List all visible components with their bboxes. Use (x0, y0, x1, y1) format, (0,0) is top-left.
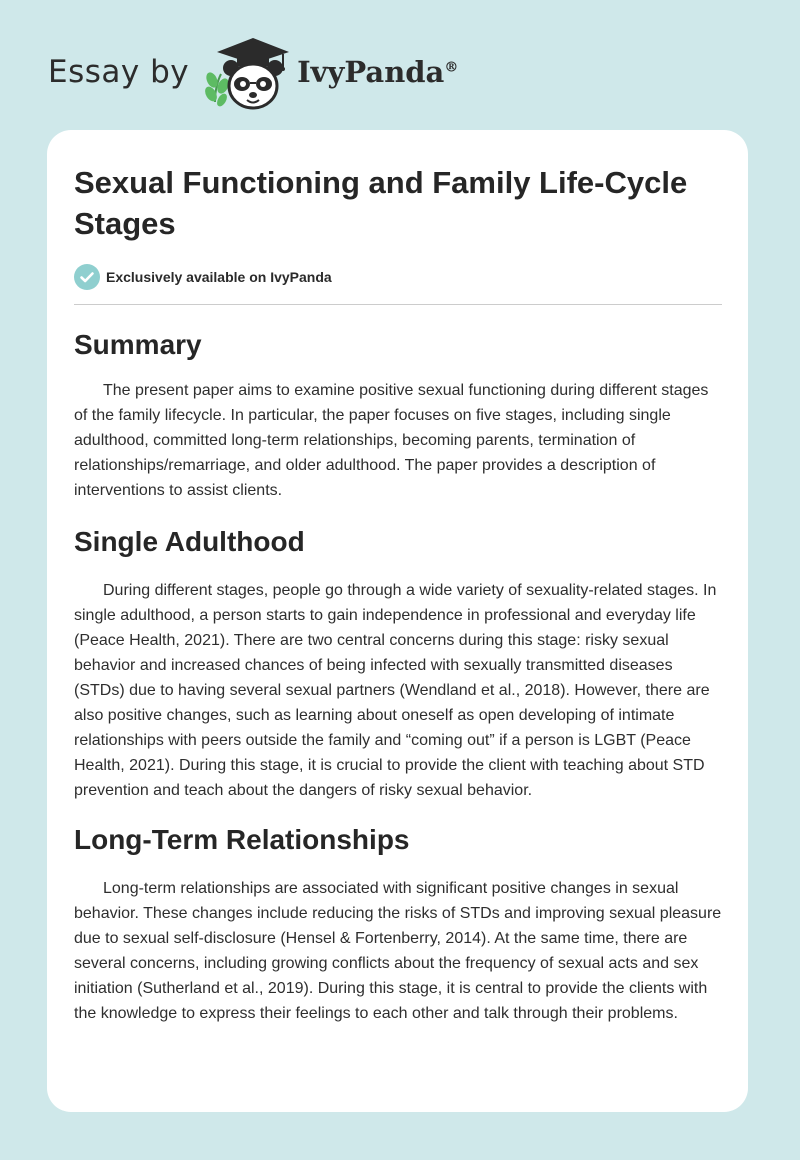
section-text-single-adulthood: During different stages, people go through a wide variety of sexuality-related stages. In single adulthood, a person starts to gain independence in professional and everyday life (Peace Health, 2021). There are two central concerns during this stage: risky sexual behavior and increased chances of being infected with sexually transmitted diseases (STDs) due to having several sexual partners (Wendland et al., 2018). However, there are also positive changes, such as learning about oneself as open developing of intimate relationships with peers outside the family and “coming out” if a person is LGBT (Peace Health, 2021). During this stage, it is crucial to provide the client with teaching about STD prevention and teach about the dangers of risky sexual behavior. (74, 582, 717, 799)
exclusive-badge-label: Exclusively available on IvyPanda (106, 269, 332, 285)
section-heading-single-adulthood: Single Adulthood (74, 526, 305, 557)
section-text-long-term-relationships: Long-term relationships are associated with significant positive changes in sexual behavior. These changes include reducing the risks of STDs and improving sexual pleasure due to sexual self-disclosure (Hensel & Fortenberry, 2014). At the same time, there are several concerns, including growing conflicts about the frequency of sexual acts and sex initiation (Sutherland et al., 2019). During this stage, it is central to provide the clients with the knowledge to express their feelings to each other and talk through their problems. (74, 880, 722, 1022)
essay-by-label: Essay by (48, 54, 190, 90)
panda-logo-icon[interactable] (203, 34, 295, 114)
essay-card (47, 130, 748, 1112)
exclusive-badge (74, 263, 722, 291)
divider (74, 304, 722, 305)
section-heading-long-term-relationships: Long-Term Relationships (74, 824, 410, 855)
brand-name[interactable]: IvyPanda® (297, 55, 459, 89)
page-title: Sexual Functioning and Family Life-Cycle Stages (74, 165, 688, 241)
section-text-summary: The present paper aims to examine positive sexual functioning during different stages of the family lifecycle. In particular, the paper focuses on five stages, including single adulthood, committed long-term relationships, becoming parents, termination of relationships/remarriage, and older adulthood. The paper provides a description of interventions to assist clients. (74, 382, 709, 499)
check-circle-icon (74, 264, 100, 290)
section-heading-summary: Summary (74, 329, 202, 360)
leaf-icon (203, 71, 231, 108)
site-header (48, 34, 458, 114)
registered-mark: ® (444, 59, 459, 76)
